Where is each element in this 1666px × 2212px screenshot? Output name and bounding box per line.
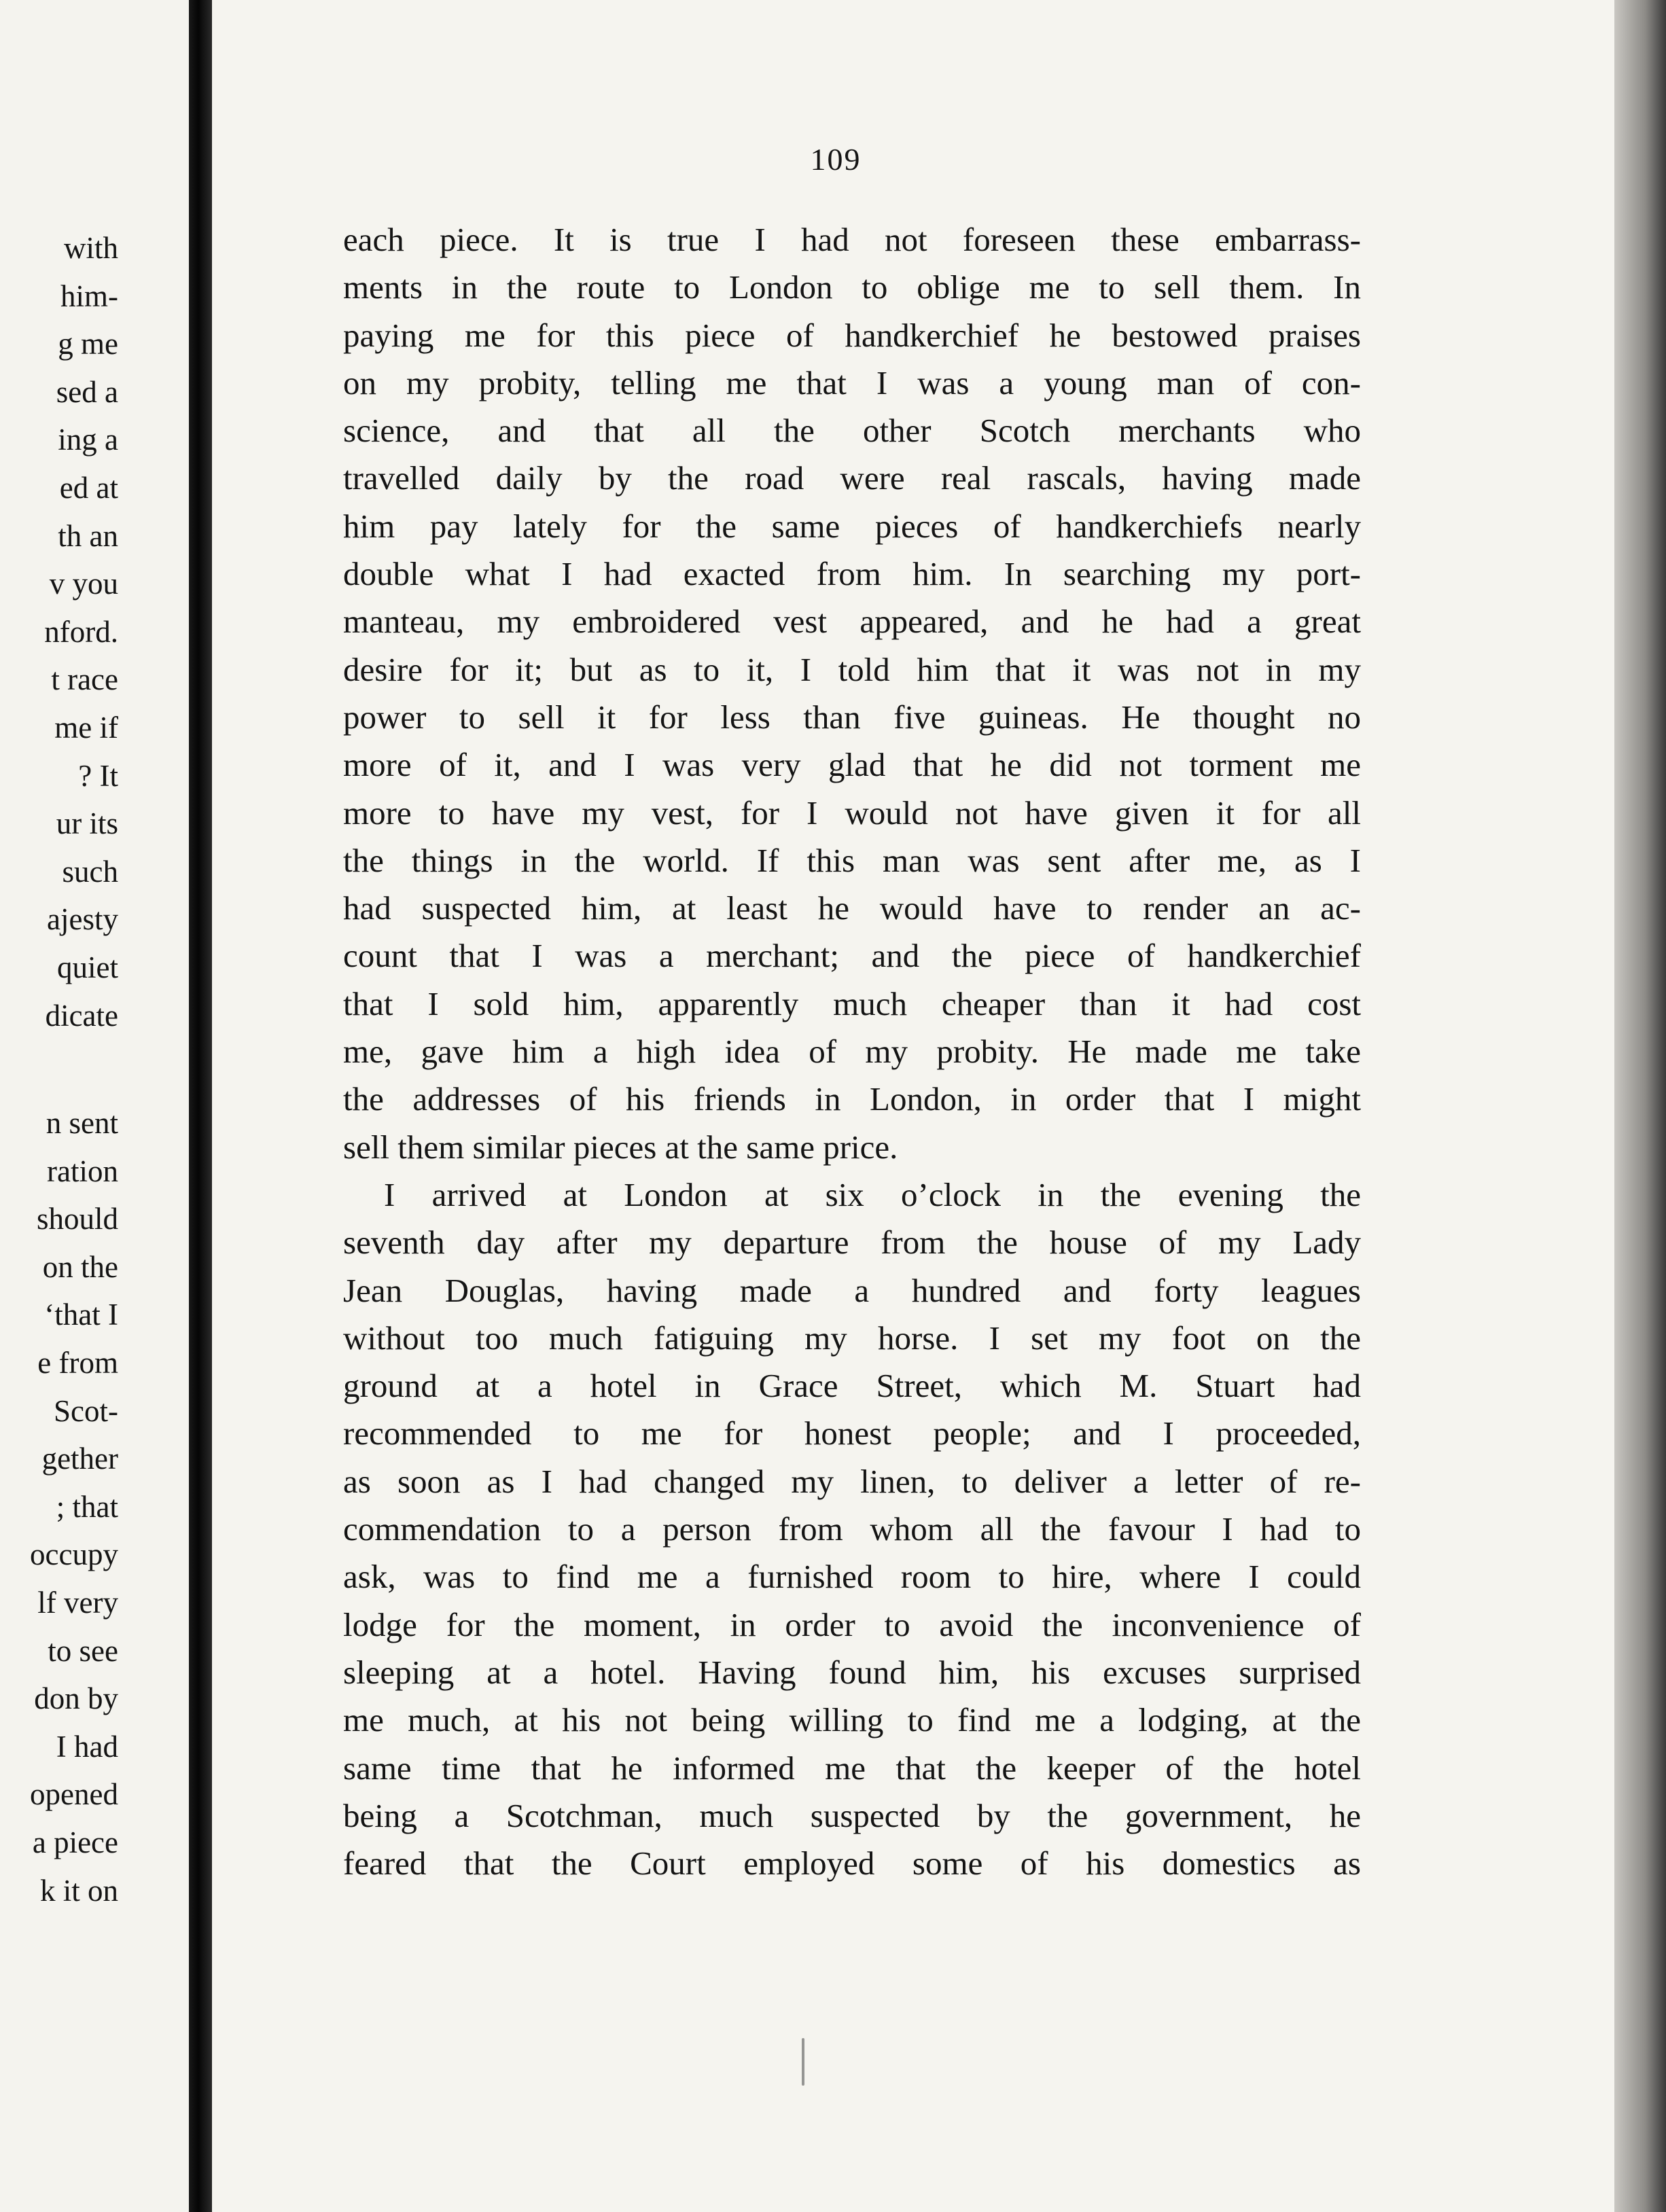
left-line: ration bbox=[47, 1154, 118, 1188]
text-line: sleeping at a hotel. Having found him, his excuses surprised bbox=[343, 1653, 1361, 1691]
text-line: seventh day after my departure from the house of my Lady bbox=[343, 1224, 1361, 1262]
text-line: the addresses of his friends in London, in order that I might bbox=[343, 1080, 1361, 1118]
left-line: nford. bbox=[44, 614, 118, 649]
text-line: lodge for the moment, in order to avoid the inconvenience of bbox=[343, 1605, 1361, 1643]
text-line: the things in the world. If this man was sent after me, as I bbox=[343, 841, 1361, 879]
left-line: quiet bbox=[57, 950, 118, 984]
text-line: ments in the route to London to oblige me to sell them. In bbox=[343, 268, 1361, 306]
left-line: on the bbox=[42, 1249, 118, 1284]
text-line: each piece. It is true I had not foreseen these embarrass- bbox=[343, 221, 1361, 258]
left-line: dicate bbox=[45, 998, 118, 1033]
paragraph-start-line: I arrived at London at six o’clock in the evening the bbox=[384, 1175, 1361, 1213]
text-line: paying me for this piece of handkerchief he bestowed praises bbox=[343, 316, 1361, 354]
book-gutter bbox=[189, 0, 212, 2212]
paragraph-end-line: sell them similar pieces at the same price. bbox=[343, 1128, 898, 1166]
left-line: gether bbox=[41, 1442, 118, 1476]
left-line-gap bbox=[0, 1039, 118, 1099]
text-line: same time that he informed me that the keeper of the hotel bbox=[343, 1749, 1361, 1787]
left-line: Scot- bbox=[54, 1393, 118, 1428]
text-line: manteau, my embroidered vest appeared, and he had a great bbox=[343, 603, 1361, 641]
text-line: ask, was to find me a furnished room to hire, where I could bbox=[343, 1558, 1361, 1596]
left-line: ‘that I bbox=[44, 1298, 118, 1332]
text-line: commendation to a person from whom all the favour I had to bbox=[343, 1510, 1361, 1548]
left-line: t race bbox=[51, 662, 118, 697]
text-line: that I sold him, apparently much cheaper than it had cost bbox=[343, 984, 1361, 1022]
left-line: to see bbox=[48, 1633, 118, 1668]
left-line: occupy bbox=[30, 1537, 118, 1572]
left-line: should bbox=[36, 1202, 118, 1236]
left-line: don by bbox=[34, 1681, 118, 1716]
page-number: 109 bbox=[810, 142, 862, 177]
text-line: recommended to me for honest people; and I proceeded, bbox=[343, 1414, 1361, 1452]
text-line: had suspected him, at least he would have to render an ac- bbox=[343, 889, 1361, 927]
left-line: I had bbox=[56, 1729, 118, 1764]
text-line: more of it, and I was very glad that he did not torment me bbox=[343, 746, 1361, 784]
left-line: me if bbox=[54, 710, 118, 745]
text-line: me much, at his not being willing to find me a lodging, at the bbox=[343, 1701, 1361, 1739]
left-line: ing a bbox=[58, 423, 118, 457]
text-line: power to sell it for less than five guineas. He thought no bbox=[343, 698, 1361, 736]
left-line: ajesty bbox=[47, 902, 118, 937]
left-line: him- bbox=[60, 279, 118, 313]
left-line: sed a bbox=[56, 374, 118, 409]
text-line: ground at a hotel in Grace Street, which M. Stuart had bbox=[343, 1367, 1361, 1405]
text-line: on my probity, telling me that I was a young man of con- bbox=[343, 363, 1361, 402]
text-line: being a Scotchman, much suspected by the government, he bbox=[343, 1796, 1361, 1834]
left-line: ; that bbox=[56, 1489, 118, 1524]
left-page-fragment bbox=[0, 0, 189, 2212]
left-line: ? It bbox=[78, 758, 118, 793]
left-line: opened bbox=[30, 1777, 118, 1812]
left-line: e from bbox=[37, 1346, 118, 1380]
text-line: count that I was a merchant; and the piece of handkerchief bbox=[343, 937, 1361, 975]
text-line: double what I had exacted from him. In searching my port- bbox=[343, 555, 1361, 593]
text-line: travelled daily by the road were real rascals, having made bbox=[343, 459, 1361, 497]
text-line: as soon as I had changed my linen, to deliver a letter of re- bbox=[343, 1462, 1361, 1500]
text-line: Jean Douglas, having made a hundred and forty leagues bbox=[343, 1271, 1361, 1309]
left-line: g me bbox=[58, 327, 118, 361]
left-line: with bbox=[63, 231, 118, 265]
text-line: him pay lately for the same pieces of handkerchiefs nearly bbox=[343, 507, 1361, 545]
left-line: n sent bbox=[46, 1106, 118, 1141]
text-line: me, gave him a high idea of my probity. He made me take bbox=[343, 1033, 1361, 1071]
text-line: desire for it; but as to it, I told him that it was not in my bbox=[343, 650, 1361, 688]
left-line: lf very bbox=[37, 1586, 118, 1620]
left-line: k it on bbox=[39, 1873, 118, 1908]
page-mark bbox=[802, 2038, 804, 2086]
text-line: feared that the Court employed some of his domestics as bbox=[343, 1844, 1361, 1883]
left-line: such bbox=[62, 854, 118, 889]
left-line: ed at bbox=[59, 470, 118, 505]
text-line: without too much fatiguing my horse. I set my foot on the bbox=[343, 1319, 1361, 1357]
left-line: ur its bbox=[56, 806, 118, 841]
text-line: science, and that all the other Scotch merchants who bbox=[343, 412, 1361, 450]
page-body-text bbox=[343, 216, 1361, 1887]
left-line: th an bbox=[58, 518, 118, 553]
left-page-text bbox=[0, 224, 118, 1914]
left-line: v you bbox=[49, 567, 118, 601]
left-line: a piece bbox=[32, 1825, 118, 1859]
page-edge bbox=[1614, 0, 1666, 2212]
text-line: more to have my vest, for I would not have given it for all bbox=[343, 793, 1361, 832]
